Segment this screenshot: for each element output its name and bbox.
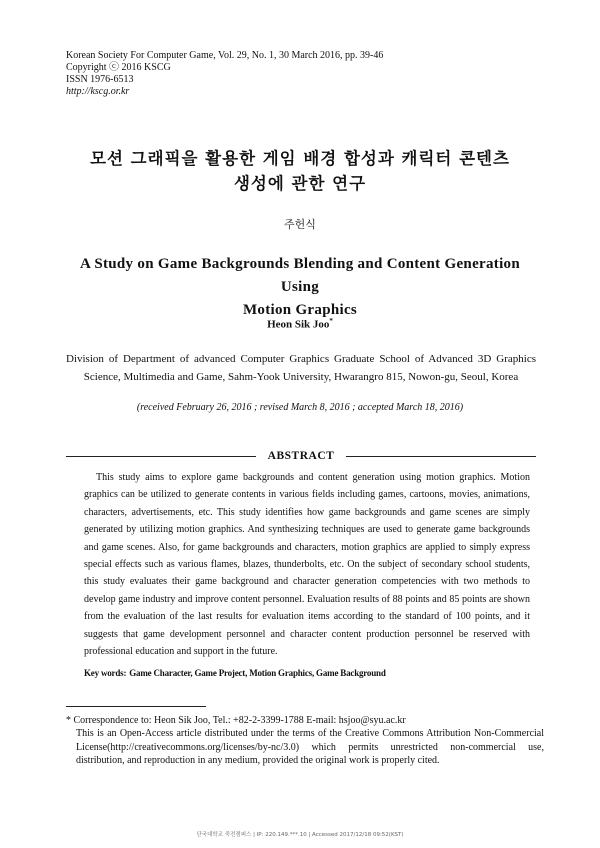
access-watermark: 단국대학교 죽전캠퍼스 | IP: 220.149.***.10 | Accessed 2017/12/18 09:52(KST) [196,832,404,838]
english-title-line-1: A Study on Game Backgrounds Blending and Content Generation Using [79,256,520,295]
abstract-body [84,469,530,661]
korean-title-line-1: 모션 그래픽을 활용한 게임 배경 합성과 캐릭터 콘텐츠 [90,149,510,168]
english-author-name: Heon Sik Joo [267,318,330,331]
abstract-paragraph: This study aims to explore game backgrounds and content generation using motion graphics. Motion graphics can be utilized to generate contents in various fields including games, cartoons, movies, animations, characters, advertisements, etc. This study identifies how game backgrounds and game scenes are simply generated by utilizing motion graphics. And synthesizing techniques are used to generate game backgrounds and game scenes. Also, for game backgrounds and characters, motion graphics are applied to simply express special effects such as various flames, blazes, thunderbolts, etc. On the subject of secondary school students, this study evaluates their game background and character generation competencies with two methods to develop game industry and improve content personnel. Evaluation results of 88 points and 85 points are shown from the evaluation of the last results for evaluation items according to the standard of 100 points, and it suggests that game development personnel and character content production personnel be reserved with professional education and support in the future. [84,472,530,658]
keywords-list: Game Character, Game Project, Motion Graphics, Game Background [129,668,386,678]
abstract-rule-right [346,456,536,457]
affiliation: Division of Department of advanced Computer Graphics Graduate School of Advanced 3D Graphics Science, Multimedia and Game, Sahm-Yook University, Hwarangro 815, Nowon-gu, Seoul, Korea [66,353,536,383]
korean-title-line-2: 생성에 관한 연구 [233,174,367,193]
journal-citation: Korean Society For Computer Game, Vol. 29, No. 1, 30 March 2016, pp. 39-46 [66,50,384,61]
english-author [0,317,600,331]
journal-header [66,50,383,98]
korean-author: 주헌식 [284,218,316,231]
abstract-heading-text: ABSTRACT [267,450,335,462]
english-title [60,253,540,322]
english-title-line-2: Motion Graphics [242,302,358,318]
footnote-divider [66,706,206,707]
keywords [84,668,386,678]
keywords-label: Key words: [84,668,127,678]
author-footnote-mark: * [329,317,333,325]
abstract-heading [66,450,536,464]
korean-title [40,146,560,196]
received-dates: (received February 26, 2016 ; revised March 8, 2016 ; accepted March 18, 2016) [136,402,464,413]
footnote [66,714,544,768]
correspondence-note: * Correspondence to: Heon Sik Joo, Tel.: +82-2-3399-1788 E-mail: hsjoo@syu.ac.kr [66,715,406,726]
copyright-line: Copyright ⓒ 2016 KSCG [66,62,171,73]
issn-line: ISSN 1976-6513 [66,74,134,85]
license-note: This is an Open-Access article distributed under the terms of the Creative Commons Attribution Non-Commercial License(http://creativecommons.org/licenses/by-nc/3.0) which permits unrestricted non-commercial use, distribution, and reproduction in any medium, provided the original work is properly cited. [76,728,544,767]
journal-url-link[interactable]: http://kscg.or.kr [66,86,130,97]
